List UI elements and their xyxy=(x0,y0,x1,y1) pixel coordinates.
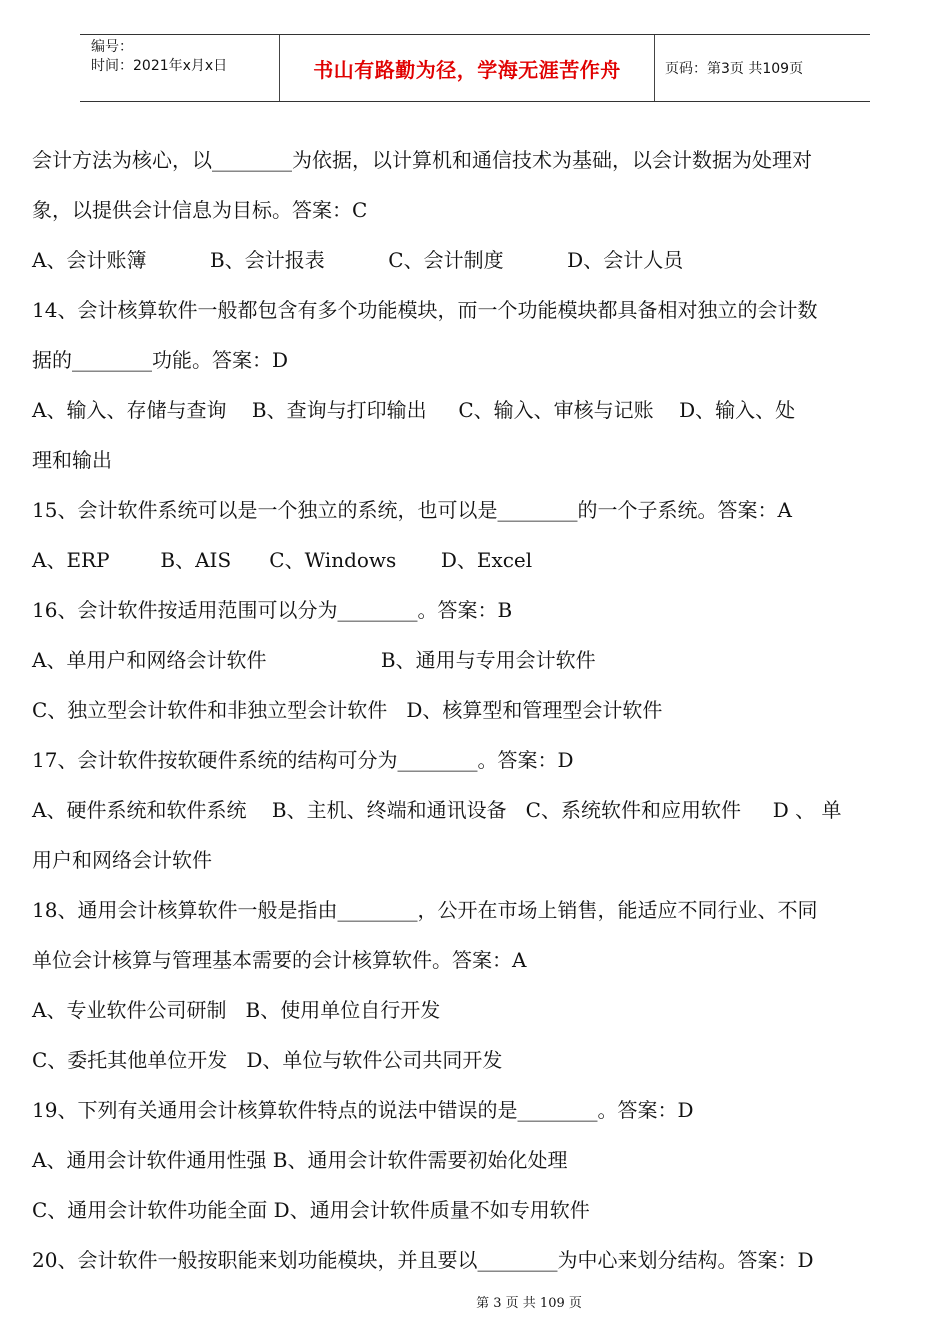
question-14: 14、会计核算软件一般都包含有多个功能模块，而一个功能模块都具备相对独立的会计数 xyxy=(32,298,818,322)
header-meta xyxy=(80,35,280,101)
text-line: 象，以提供会计信息为目标。答案：C xyxy=(32,198,368,222)
question-20: 20、会计软件一般按职能来划功能模块，并且要以________为中心来划分结构。答案：D xyxy=(32,1248,814,1272)
option-line: C、委托其他单位开发 D、单位与软件公司共同开发 xyxy=(32,1048,503,1072)
option-line: A、硬件系统和软件系统 B、主机、终端和通讯设备 C、系统软件和应用软件 D 、 单 xyxy=(32,798,842,822)
question-16: 16、会计软件按适用范围可以分为________。答案：B xyxy=(32,598,513,622)
option-line: A、单用户和网络会计软件 B、通用与专用会计软件 xyxy=(32,648,596,672)
header-motto: 书山有路勤为径，学海无涯苦作舟 xyxy=(280,35,655,101)
question-19: 19、下列有关通用会计核算软件特点的说法中错误的是________。答案：D xyxy=(32,1098,694,1122)
header-page-info: 页码：第3页 共109页 xyxy=(665,61,804,77)
text-line: 单位会计核算与管理基本需要的会计核算软件。答案：A xyxy=(32,948,527,972)
document-number-label: 编号： xyxy=(91,39,133,55)
option-line: A、ERP B、AIS C、Windows D、Excel xyxy=(32,548,533,572)
question-17: 17、会计软件按软硬件系统的结构可分为________。答案：D xyxy=(32,748,574,772)
document-time: 时间：2021年x月x日 xyxy=(91,58,228,74)
question-15: 15、会计软件系统可以是一个独立的系统，也可以是________的一个子系统。答案：A xyxy=(32,498,792,522)
option-line: 用户和网络会计软件 xyxy=(32,848,212,872)
option-line: A、专业软件公司研制 B、使用单位自行开发 xyxy=(32,998,441,1022)
option-line: A、通用会计软件通用性强 B、通用会计软件需要初始化处理 xyxy=(32,1148,568,1172)
question-18: 18、通用会计核算软件一般是指由________，公开在市场上销售，能适应不同行业、不同 xyxy=(32,898,818,922)
option-line: A、输入、存储与查询 B、查询与打印输出 C、输入、审核与记账 D、输入、处 xyxy=(32,398,796,422)
page-header xyxy=(80,34,870,102)
text-line: 据的________功能。答案：D xyxy=(32,348,289,372)
option-line: C、通用会计软件功能全面 D、通用会计软件质量不如专用软件 xyxy=(32,1198,590,1222)
page-footer: 第 3 页 共 109 页 xyxy=(476,1296,582,1311)
option-line: C、独立型会计软件和非独立型会计软件 D、核算型和管理型会计软件 xyxy=(32,698,663,722)
option-line: 理和输出 xyxy=(32,448,112,472)
option-line: A、会计账簿 B、会计报表 C、会计制度 D、会计人员 xyxy=(32,248,684,272)
document-body xyxy=(32,135,920,1285)
text-line: 会计方法为核心，以________为依据，以计算机和通信技术为基础，以会计数据为处理对 xyxy=(32,148,812,172)
